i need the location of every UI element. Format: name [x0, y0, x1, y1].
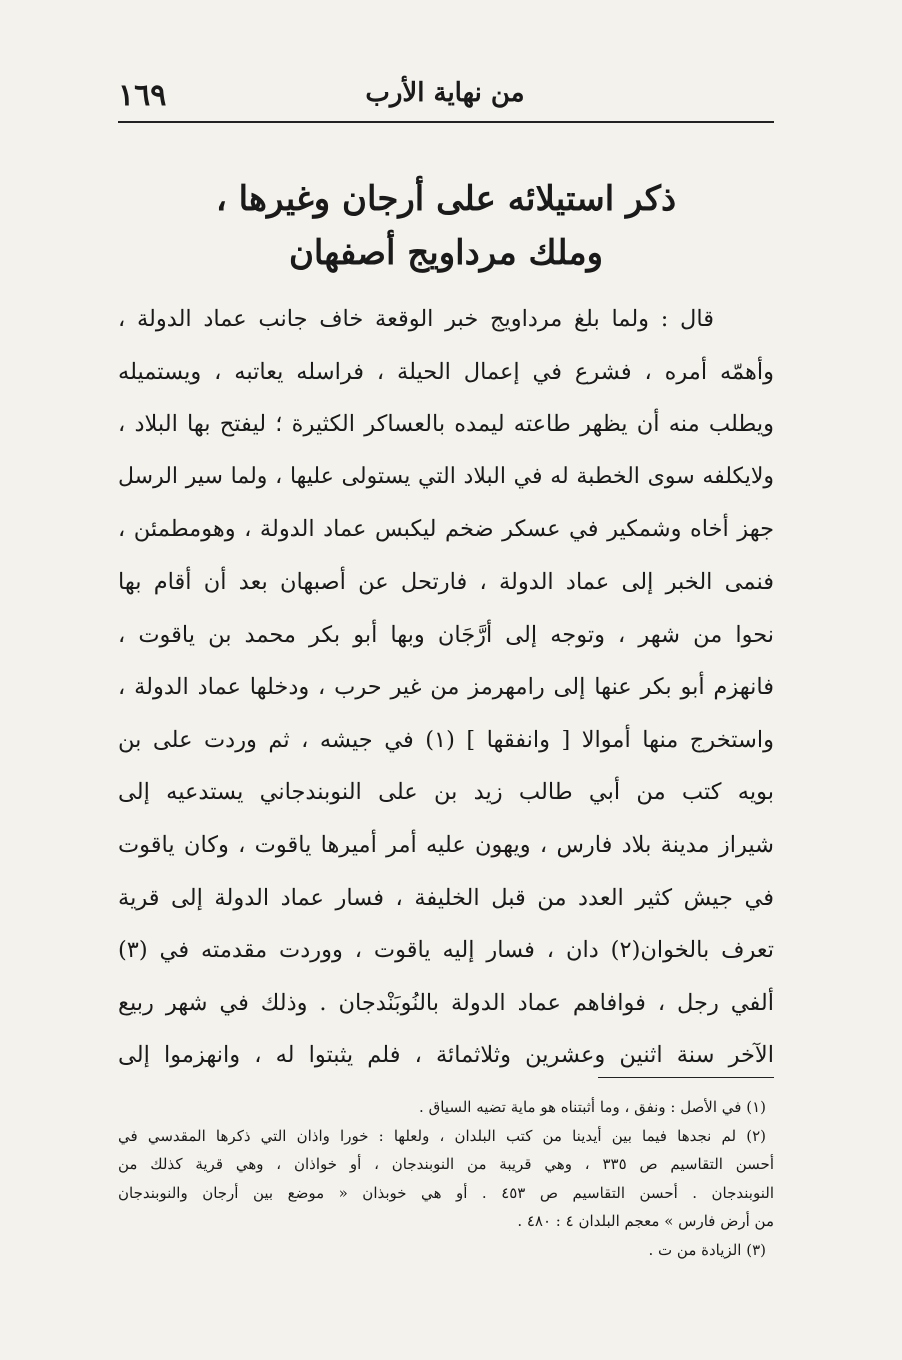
text-line: الآخر سنة اثنين وعشرين وثلاثمائة ، فلم يثبتوا له ، وانهزموا إلى [118, 1042, 774, 1069]
text-line: فانهزم أبو بكر عنها إلى رامهرمز من غير حرب ، ودخلها عماد الدولة ، [118, 674, 774, 701]
text-line: فنمى الخبر إلى عماد الدولة ، فارتحل عن أصبهان بعد أن أقام بها [118, 568, 774, 595]
text-line: في جيش كثير العدد من قبل الخليفة ، فسار عماد الدولة إلى قرية [118, 884, 774, 911]
footnote-line: أحسن التقاسيم ص ٣٣٥ ، وهي قريبة من النوبندجان ، أو خواذان ، وهي قرية كذلك من [118, 1155, 774, 1173]
chapter-heading [118, 172, 774, 280]
text-line: نحوا من شهر ، وتوجه إلى أرَّجَان وبها أبو بكر محمد بن ياقوت ، [118, 621, 774, 648]
text-line: واستخرج منها أموالا [ وانفقها ] (١) في جيشه ، ثم وردت على بن [118, 726, 774, 753]
text-line: ألفي رجل ، فوافاهم عماد الدولة بالنُوبَنْدجان . وذلك في شهر ربيع [118, 989, 774, 1016]
text-line: ويطلب منه أن يظهر طاعته ليمده بالعساكر الكثيرة ؛ ليفتح بها البلاد ، [118, 411, 774, 438]
text-line: بويه كتب من أبي طالب زيد بن على النوبندجاني يستدعيه إلى [118, 779, 774, 806]
footnote-rule [598, 1077, 774, 1078]
text-line: ولايكلفه سوى الخطبة له في البلاد التي يستولى عليها ، ولما سير الرسل [118, 463, 774, 489]
footnote-line: (٢) لم نجدها فيما بين أيدينا من كتب البلدان ، ولعلها : خورا واذان التي ذكرها المقدسي في [118, 1126, 766, 1145]
text-line: جهز أخاه وشمكير في عسكر ضخم ليكبس عماد الدولة ، وهومطمئن ، [118, 516, 774, 543]
book-title: من نهاية الأرب [365, 78, 525, 108]
footnote-line: (١) في الأصل : ونفق ، وما أثبتناه هو ماية تضيه السياق . [419, 1098, 766, 1116]
footnote-line: النوبندجان . أحسن التقاسيم ص ٤٥٣ . أو هي خوبذان « موضع بين أرجان والنوبندجان [118, 1183, 774, 1202]
footnote-line: (٣) الزيادة من ت . [648, 1240, 766, 1259]
page-number: ١٦٩ [118, 78, 167, 113]
text-line: شيراز مدينة بلاد فارس ، ويهون عليه أمر أميرها ياقوت ، وكان ياقوت [118, 831, 774, 858]
heading-line-1: ذكر استيلائه على أرجان وغيرها ، [215, 179, 677, 219]
text-line: وأهمّه أمره ، فشرع في إعمال الحيلة ، فراسله يعاتبه ، ويستميله [118, 358, 774, 385]
heading-line-2: وملك مرداويج أصفهان [288, 233, 604, 273]
footnotes [118, 1093, 774, 1264]
body-text [118, 293, 774, 1082]
header-rule [118, 121, 774, 123]
text-line: تعرف بالخوان(٢) دان ، فسار إليه ياقوت ، ووردت مقدمته في (٣) [118, 937, 774, 964]
text-line: قال : ولما بلغ مرداويج خبر الوقعة خاف جانب عماد الدولة ، [118, 306, 714, 332]
footnote-line: من أرض فارس » معجم البلدان ٤ : ٤٨٠ . [517, 1212, 774, 1230]
running-head [118, 78, 772, 118]
